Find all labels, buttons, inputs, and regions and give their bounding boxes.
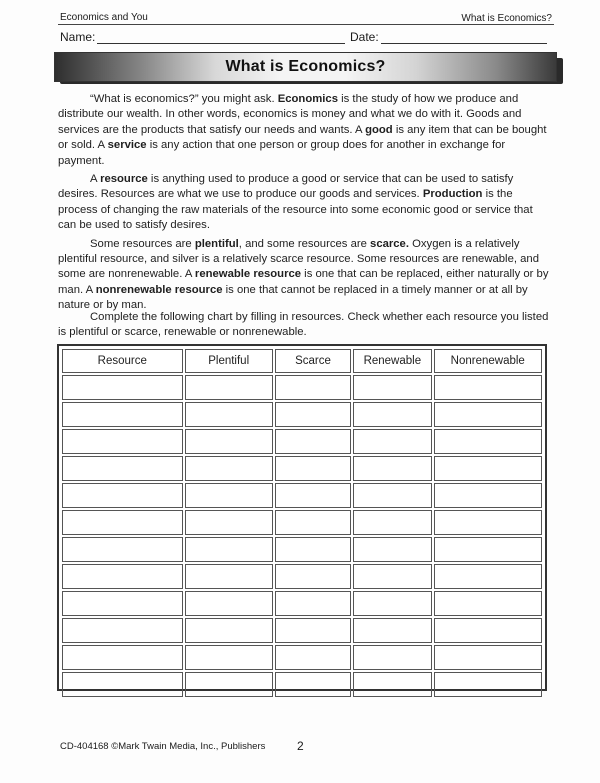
table-row [62, 618, 542, 643]
cell-nonrenewable[interactable] [434, 591, 543, 616]
name-label: Name: [60, 30, 96, 44]
date-label: Date: [350, 30, 379, 44]
text-run: is any item that can be bought or sold. A [58, 123, 547, 152]
resource-chart [57, 344, 547, 691]
cell-resource[interactable] [62, 429, 183, 454]
table-row [62, 672, 542, 697]
cell-nonrenewable[interactable] [434, 645, 543, 670]
cell-plentiful[interactable] [185, 375, 273, 400]
cell-plentiful[interactable] [185, 645, 273, 670]
bold-term: Production [422, 188, 483, 201]
page-number: 2 [297, 739, 304, 753]
cell-resource[interactable] [62, 510, 183, 535]
table-row [62, 564, 542, 589]
name-blank[interactable] [97, 31, 345, 44]
cell-nonrenewable[interactable] [434, 618, 543, 643]
book-title: Economics and You [60, 12, 148, 23]
cell-nonrenewable[interactable] [434, 375, 543, 400]
cell-scarce[interactable] [275, 375, 351, 400]
table-row [62, 429, 542, 454]
table-row [62, 375, 542, 400]
header-divider [58, 24, 554, 25]
cell-scarce[interactable] [275, 537, 351, 562]
cell-plentiful[interactable] [185, 672, 273, 697]
cell-scarce[interactable] [275, 510, 351, 535]
cell-plentiful[interactable] [185, 591, 273, 616]
cell-resource[interactable] [62, 564, 183, 589]
bold-term: plentiful [194, 237, 239, 250]
cell-resource[interactable] [62, 537, 183, 562]
bold-term: nonrenewable resource [95, 283, 223, 296]
cell-renewable[interactable] [353, 429, 431, 454]
bold-term: good [365, 123, 393, 136]
paragraph-economics [58, 92, 554, 169]
cell-scarce[interactable] [275, 672, 351, 697]
cell-scarce[interactable] [275, 645, 351, 670]
text-run: A [90, 173, 101, 186]
cell-plentiful[interactable] [185, 483, 273, 508]
table-row [62, 456, 542, 481]
col-plentiful: Plentiful [185, 349, 273, 373]
cell-nonrenewable[interactable] [434, 402, 543, 427]
cell-resource[interactable] [62, 483, 183, 508]
section-title: What is Economics? [461, 13, 552, 24]
col-resource: Resource [62, 349, 183, 373]
cell-renewable[interactable] [353, 483, 431, 508]
cell-scarce[interactable] [275, 591, 351, 616]
cell-renewable[interactable] [353, 375, 431, 400]
col-nonrenewable: Nonrenewable [434, 349, 543, 373]
cell-resource[interactable] [62, 591, 183, 616]
cell-nonrenewable[interactable] [434, 483, 543, 508]
cell-renewable[interactable] [353, 537, 431, 562]
cell-nonrenewable[interactable] [434, 537, 543, 562]
bold-term: scarce. [370, 237, 409, 250]
cell-resource[interactable] [62, 672, 183, 697]
cell-plentiful[interactable] [185, 429, 273, 454]
table-row [62, 645, 542, 670]
cell-renewable[interactable] [353, 456, 431, 481]
cell-resource[interactable] [62, 402, 183, 427]
cell-plentiful[interactable] [185, 402, 273, 427]
cell-nonrenewable[interactable] [434, 510, 543, 535]
cell-scarce[interactable] [275, 429, 351, 454]
cell-resource[interactable] [62, 375, 183, 400]
date-field[interactable] [350, 30, 547, 44]
cell-resource[interactable] [62, 645, 183, 670]
table-row [62, 510, 542, 535]
cell-renewable[interactable] [353, 510, 431, 535]
cell-renewable[interactable] [353, 672, 431, 697]
cell-plentiful[interactable] [185, 510, 273, 535]
cell-resource[interactable] [62, 618, 183, 643]
text-run: , and some resources are [238, 237, 371, 250]
cell-scarce[interactable] [275, 483, 351, 508]
cell-plentiful[interactable] [185, 564, 273, 589]
publisher-credit: CD-404168 ©Mark Twain Media, Inc., Publishers [60, 741, 266, 752]
text-run: is the process of changing the raw materials of the resource into some economic good or service that can be used to satisfy desires. [58, 188, 533, 232]
text-run: Oxygen is a relatively plentiful resource, and silver is a relatively scarce resource. Some resources are renewable, and some are nonrenewable. A [58, 237, 539, 281]
text-run: is one that cannot be replaced in a timely manner or at all by nature or by man. [58, 283, 528, 312]
date-blank[interactable] [381, 31, 547, 44]
text-run: is one that can be replaced, either naturally or by man. A [58, 268, 549, 296]
table-header-row [62, 349, 542, 373]
cell-renewable[interactable] [353, 402, 431, 427]
bold-term: service [107, 139, 147, 152]
col-renewable: Renewable [353, 349, 431, 373]
name-field[interactable] [60, 30, 345, 44]
cell-nonrenewable[interactable] [434, 564, 543, 589]
cell-renewable[interactable] [353, 618, 431, 643]
text-run: Some resources are [90, 237, 195, 250]
cell-resource[interactable] [62, 456, 183, 481]
text-run: is the study of how we produce and distribute our wealth. In other words, economics is money and what we do with it. Goods and services are the products that satisfy our needs and wants. A [58, 93, 522, 136]
cell-plentiful[interactable] [185, 618, 273, 643]
bold-term: Economics [277, 93, 338, 105]
bold-term: renewable resource [194, 268, 302, 281]
cell-scarce[interactable] [275, 564, 351, 589]
text-run: is anything used to produce a good or service that can be used to satisfy desires. Resources are what we use to produce our goods and services. [58, 173, 514, 201]
resource-table [60, 347, 544, 699]
text-run: is any action that one person or group does for another in exchange for payment. [58, 139, 506, 167]
cell-renewable[interactable] [353, 564, 431, 589]
chart-instructions: Complete the following chart by filling in resources. Check whether each resource you listed is plentiful or scarce, renewable or nonrenewable. [58, 311, 549, 339]
cell-nonrenewable[interactable] [434, 429, 543, 454]
bold-term: resource [100, 173, 148, 186]
table-row [62, 591, 542, 616]
cell-plentiful[interactable] [185, 456, 273, 481]
table-row [62, 483, 542, 508]
title-banner [54, 52, 557, 82]
cell-plentiful[interactable] [185, 537, 273, 562]
cell-scarce[interactable] [275, 402, 351, 427]
cell-scarce[interactable] [275, 618, 351, 643]
cell-scarce[interactable] [275, 456, 351, 481]
paragraph-resource [58, 172, 554, 234]
cell-renewable[interactable] [353, 591, 431, 616]
table-row [62, 537, 542, 562]
paragraph-plentiful-scarce [58, 237, 554, 314]
col-scarce: Scarce [275, 349, 351, 373]
text-run: “What is economics?” you might ask. [90, 93, 278, 105]
cell-nonrenewable[interactable] [434, 672, 543, 697]
reading-passage [58, 92, 554, 317]
page-title: What is Economics? [225, 58, 386, 75]
cell-nonrenewable[interactable] [434, 456, 543, 481]
cell-renewable[interactable] [353, 645, 431, 670]
table-row [62, 402, 542, 427]
